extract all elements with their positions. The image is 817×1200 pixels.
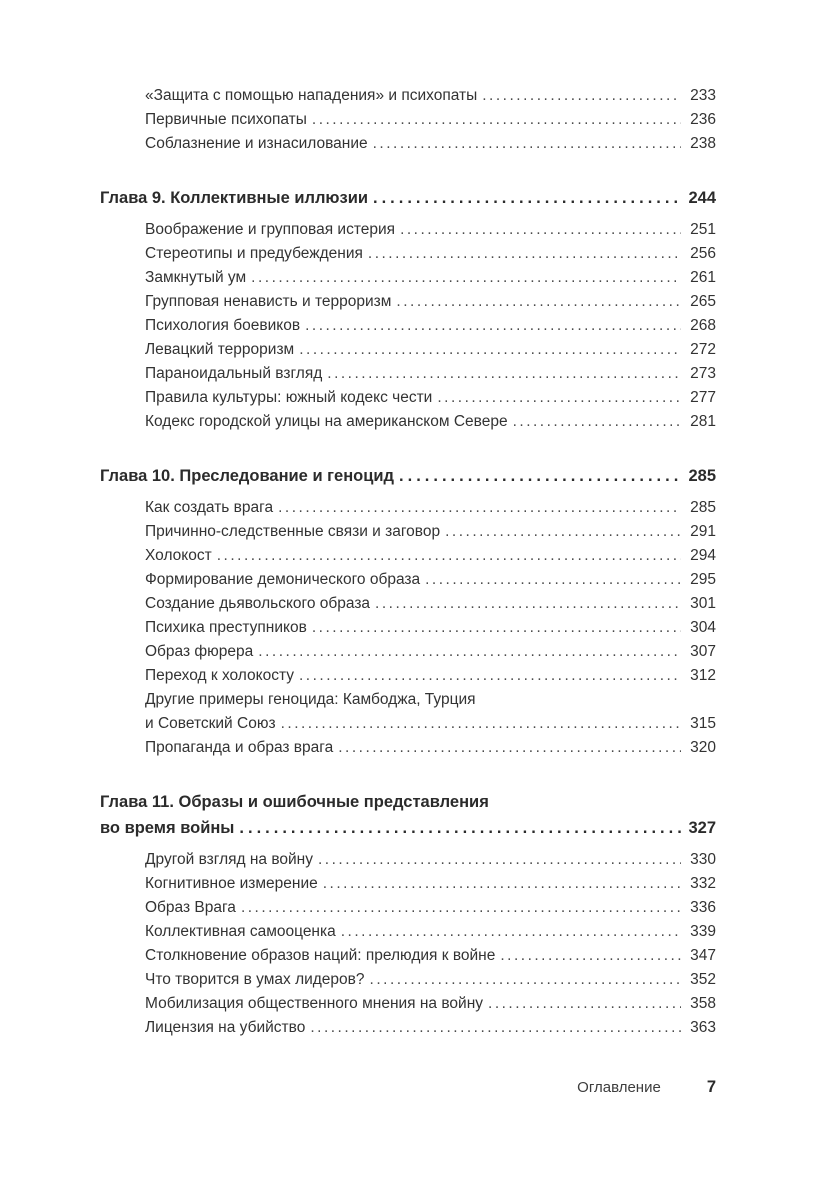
- entry-title-line: [145, 640, 716, 664]
- toc-entry: [100, 920, 716, 944]
- dot-leader: [299, 338, 681, 362]
- page-number: 268: [690, 317, 716, 334]
- toc-entry: [100, 1016, 716, 1040]
- entry-title: Холокост: [145, 547, 212, 564]
- toc-entry: [100, 896, 716, 920]
- footer-page-number: 7: [706, 1078, 716, 1096]
- chapter-title-line: [100, 463, 716, 489]
- page-number: 294: [690, 547, 716, 564]
- entry-title-line: [145, 108, 716, 132]
- entry-title: Мобилизация общественного мнения на войну: [145, 995, 484, 1012]
- page-number: 233: [690, 87, 716, 104]
- toc-entry: [100, 592, 716, 616]
- dot-leader: [425, 568, 681, 592]
- entry-title-line: Другие примеры геноцида: Камбоджа, Турция: [145, 691, 476, 708]
- toc-entry: [100, 688, 716, 736]
- toc-entry: [100, 640, 716, 664]
- toc-entry: [100, 410, 716, 434]
- page-number: 339: [690, 923, 716, 940]
- entry-title-line: [145, 896, 716, 920]
- page-number: 336: [690, 899, 716, 916]
- page-number: 352: [690, 971, 716, 988]
- dot-leader: [251, 266, 681, 290]
- chapter-title: Глава 9. Коллективные иллюзии: [100, 189, 369, 207]
- page-number: 291: [690, 523, 716, 540]
- toc-section: [100, 463, 716, 760]
- footer-section-label: Оглавление: [577, 1079, 661, 1096]
- entry-title: Кодекс городской улицы на американском Севере: [145, 413, 508, 430]
- dot-leader: [278, 496, 681, 520]
- page-number: 265: [690, 293, 716, 310]
- page-number: 238: [690, 135, 716, 152]
- entry-title: Как создать врага: [145, 499, 274, 516]
- page-number: 272: [690, 341, 716, 358]
- entry-title-line: [145, 664, 716, 688]
- entry-title: Правила культуры: южный кодекс чести: [145, 389, 433, 406]
- entry-title: Первичные психопаты: [145, 111, 307, 128]
- page-number: 330: [690, 851, 716, 868]
- page-number: 358: [690, 995, 716, 1012]
- entry-title: Пропаганда и образ врага: [145, 739, 334, 756]
- dot-leader: [327, 362, 681, 386]
- toc-entry: [100, 314, 716, 338]
- page-number: 256: [690, 245, 716, 262]
- dot-leader: [373, 132, 681, 156]
- chapter-title: Глава 10. Преследование и геноцид: [100, 467, 395, 485]
- dot-leader: [299, 664, 681, 688]
- entry-title: Групповая ненависть и терроризм: [145, 293, 392, 310]
- entry-title: Создание дьявольского образа: [145, 595, 371, 612]
- entry-title-line: [145, 568, 716, 592]
- page-number: 277: [690, 389, 716, 406]
- chapter-title: во время войны: [100, 819, 235, 837]
- chapter-heading: [100, 185, 716, 211]
- dot-leader: [373, 185, 681, 211]
- toc-entry: [100, 386, 716, 410]
- toc-entry: [100, 968, 716, 992]
- entry-title: и Советский Союз: [145, 715, 276, 732]
- page-number: 332: [690, 875, 716, 892]
- page-number: 281: [690, 413, 716, 430]
- page-number: 347: [690, 947, 716, 964]
- toc-entry: [100, 242, 716, 266]
- page-number: 327: [688, 819, 716, 837]
- entry-title: Образ фюрера: [145, 643, 254, 660]
- chapter-title-line: Глава 11. Образы и ошибочные представления: [100, 793, 489, 811]
- entry-title: Когнитивное измерение: [145, 875, 318, 892]
- entry-title-line: [145, 314, 716, 338]
- dot-leader: [445, 520, 681, 544]
- dot-leader: [500, 944, 681, 968]
- toc-entry: [100, 944, 716, 968]
- entry-title: Переход к холокосту: [145, 667, 294, 684]
- dot-leader: [341, 920, 681, 944]
- entry-title-line: [145, 544, 716, 568]
- chapter-title-line: [100, 815, 716, 841]
- page-number: 320: [690, 739, 716, 756]
- page-number: 261: [690, 269, 716, 286]
- page-number: 312: [690, 667, 716, 684]
- entry-title: Лицензия на убийство: [145, 1019, 306, 1036]
- entry-title: Что творится в умах лидеров?: [145, 971, 365, 988]
- entry-title: Параноидальный взгляд: [145, 365, 323, 382]
- dot-leader: [368, 242, 681, 266]
- entry-title-line: [145, 520, 716, 544]
- entry-title: Другой взгляд на войну: [145, 851, 313, 868]
- entry-title-line: [145, 968, 716, 992]
- toc-section: [100, 84, 716, 156]
- dot-leader: [310, 1016, 681, 1040]
- entry-title: Столкновение образов наций: прелюдия к войне: [145, 947, 496, 964]
- dot-leader: [318, 848, 681, 872]
- entry-title: Замкнутый ум: [145, 269, 247, 286]
- entry-title-line: [145, 338, 716, 362]
- entry-title-line: [145, 848, 716, 872]
- toc-entry: [100, 544, 716, 568]
- entry-title: Воображение и групповая истерия: [145, 221, 396, 238]
- page-number: 285: [690, 499, 716, 516]
- dot-leader: [399, 463, 681, 489]
- entry-title-line: [145, 712, 716, 736]
- entry-title-line: [145, 290, 716, 314]
- entry-title: Психика преступников: [145, 619, 307, 636]
- dot-leader: [338, 736, 681, 760]
- entry-title: Стереотипы и предубеждения: [145, 245, 363, 262]
- dot-leader: [375, 592, 681, 616]
- toc-entry: [100, 338, 716, 362]
- page-number: 236: [690, 111, 716, 128]
- toc-entry: [100, 496, 716, 520]
- entry-title-line: [145, 84, 716, 108]
- entry-title-line: [145, 872, 716, 896]
- dot-leader: [239, 815, 681, 841]
- dot-leader: [258, 640, 681, 664]
- dot-leader: [217, 544, 681, 568]
- dot-leader: [513, 410, 681, 434]
- page-number: 251: [690, 221, 716, 238]
- dot-leader: [281, 712, 681, 736]
- entry-title: Причинно-следственные связи и заговор: [145, 523, 441, 540]
- chapter-heading: [100, 789, 716, 841]
- dot-leader: [482, 84, 681, 108]
- entry-title-line: [145, 496, 716, 520]
- toc-entry: [100, 266, 716, 290]
- toc-entry: [100, 218, 716, 242]
- dot-leader: [323, 872, 681, 896]
- page-number: 295: [690, 571, 716, 588]
- page-number: 244: [688, 189, 716, 207]
- toc-entry: [100, 992, 716, 1016]
- dot-leader: [437, 386, 681, 410]
- entry-title-line: [145, 386, 716, 410]
- dot-leader: [488, 992, 681, 1016]
- toc-entry: [100, 568, 716, 592]
- entry-title: Соблазнение и изнасилование: [145, 135, 368, 152]
- toc-entry: [100, 84, 716, 108]
- toc-entry: [100, 872, 716, 896]
- entry-title-line: [145, 616, 716, 640]
- page-number: 315: [690, 715, 716, 732]
- dot-leader: [396, 290, 681, 314]
- toc-entry: [100, 616, 716, 640]
- dot-leader: [370, 968, 681, 992]
- page-number: 304: [690, 619, 716, 636]
- chapter-title-line: [100, 185, 716, 211]
- page-footer: [100, 1078, 716, 1097]
- entry-title: Формирование демонического образа: [145, 571, 421, 588]
- entry-title-line: [145, 736, 716, 760]
- entry-title-line: [145, 132, 716, 156]
- entry-title-line: [145, 992, 716, 1016]
- dot-leader: [305, 314, 681, 338]
- entry-title: Левацкий терроризм: [145, 341, 295, 358]
- toc-section: [100, 185, 716, 434]
- entry-title-line: [145, 920, 716, 944]
- toc-entry: [100, 108, 716, 132]
- toc-entry: [100, 848, 716, 872]
- chapter-heading: [100, 463, 716, 489]
- toc-entry: [100, 520, 716, 544]
- dot-leader: [400, 218, 681, 242]
- entry-title: Образ Врага: [145, 899, 236, 916]
- page-number: 285: [688, 467, 716, 485]
- entry-title: «Защита с помощью нападения» и психопаты: [145, 87, 478, 104]
- dot-leader: [312, 616, 681, 640]
- page-number: 273: [690, 365, 716, 382]
- entry-title-line: [145, 242, 716, 266]
- page-number: 363: [690, 1019, 716, 1036]
- dot-leader: [241, 896, 681, 920]
- dot-leader: [312, 108, 681, 132]
- toc-entry: [100, 736, 716, 760]
- page-number: 301: [690, 595, 716, 612]
- entry-title-line: [145, 266, 716, 290]
- entry-title-line: [145, 1016, 716, 1040]
- entry-title: Коллективная самооценка: [145, 923, 336, 940]
- toc-entry: [100, 132, 716, 156]
- entry-title: Психология боевиков: [145, 317, 301, 334]
- entry-title-line: [145, 944, 716, 968]
- entry-title-line: [145, 410, 716, 434]
- toc-entry: [100, 290, 716, 314]
- toc-section: [100, 789, 716, 1040]
- entry-title-line: [145, 218, 716, 242]
- toc-entry: [100, 664, 716, 688]
- table-of-contents: [100, 84, 716, 1040]
- toc-entry: [100, 362, 716, 386]
- entry-title-line: [145, 592, 716, 616]
- entry-title-line: [145, 362, 716, 386]
- page-number: 307: [690, 643, 716, 660]
